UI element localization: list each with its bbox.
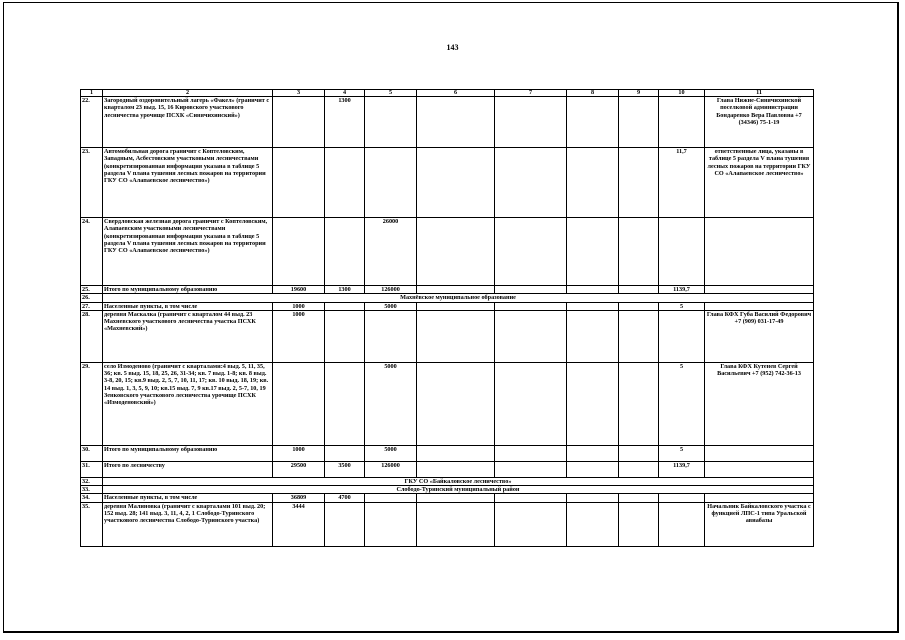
col9-cell xyxy=(619,148,659,218)
col3-cell: 29500 xyxy=(273,461,325,477)
responsible-contact-cell: ответственные лица, указаны в таблице 5 раздела V плана тушения лесных пожаров на территории ГКУ СО «Алапаевское лесничество» xyxy=(705,148,814,218)
row-number-cell: 34. xyxy=(81,494,103,502)
fire-plan-table xyxy=(80,89,814,547)
col5-cell: 126000 xyxy=(365,286,417,294)
row-number-cell: 33. xyxy=(81,486,103,494)
col3-cell xyxy=(273,362,325,445)
row-number-cell: 24. xyxy=(81,218,103,286)
table-row xyxy=(81,218,814,286)
column-header: 9 xyxy=(619,90,659,97)
responsible-contact-cell xyxy=(705,218,814,286)
col4-cell xyxy=(325,502,365,546)
col3-cell: 19600 xyxy=(273,286,325,294)
col3-cell xyxy=(273,97,325,148)
col8-cell xyxy=(567,286,619,294)
table-row xyxy=(81,445,814,461)
col5-cell xyxy=(365,148,417,218)
object-name-cell: Населенные пункты, в том числе xyxy=(103,302,273,310)
section-heading-cell: ГКУ СО «Байкаловское лесничество» xyxy=(103,477,814,485)
col5-cell: 5000 xyxy=(365,362,417,445)
col5-cell xyxy=(365,310,417,362)
col9-cell xyxy=(619,362,659,445)
row-number-cell: 28. xyxy=(81,310,103,362)
col9-cell xyxy=(619,302,659,310)
row-number-cell: 26. xyxy=(81,294,103,302)
col4-cell xyxy=(325,148,365,218)
col4-cell: 3500 xyxy=(325,461,365,477)
col8-cell xyxy=(567,310,619,362)
col5-cell: 126000 xyxy=(365,461,417,477)
row-number-cell: 22. xyxy=(81,97,103,148)
col8-cell xyxy=(567,218,619,286)
col10-cell xyxy=(659,97,705,148)
col4-cell: 4700 xyxy=(325,494,365,502)
responsible-contact-cell xyxy=(705,286,814,294)
col7-cell xyxy=(495,218,567,286)
col10-cell: 5 xyxy=(659,302,705,310)
col5-cell xyxy=(365,97,417,148)
table-row xyxy=(81,494,814,502)
col10-cell: 5 xyxy=(659,445,705,461)
col6-cell xyxy=(417,97,495,148)
object-name-cell: Автомобильная дорога граничит с Коптеловским, Западным, Асбестовским участковыми лесничествами (конкретизированная информация указана в таблице 5 раздела V плана тушения лесных пожаров на территории ГКУ СО «Алапаевское лесничество») xyxy=(103,148,273,218)
row-number-cell: 30. xyxy=(81,445,103,461)
col6-cell xyxy=(417,445,495,461)
responsible-contact-cell xyxy=(705,445,814,461)
row-number-cell: 27. xyxy=(81,302,103,310)
col4-cell xyxy=(325,445,365,461)
row-number-cell: 29. xyxy=(81,362,103,445)
table-row xyxy=(81,286,814,294)
responsible-contact-cell xyxy=(705,302,814,310)
col10-cell: 11,7 xyxy=(659,148,705,218)
responsible-contact-cell xyxy=(705,461,814,477)
col5-cell: 5000 xyxy=(365,302,417,310)
table-row xyxy=(81,97,814,148)
column-header: 6 xyxy=(417,90,495,97)
table-row xyxy=(81,477,814,485)
column-header: 11 xyxy=(705,90,814,97)
col8-cell xyxy=(567,362,619,445)
col6-cell xyxy=(417,502,495,546)
col3-cell xyxy=(273,218,325,286)
col10-cell xyxy=(659,218,705,286)
col9-cell xyxy=(619,218,659,286)
col9-cell xyxy=(619,494,659,502)
col3-cell: 36809 xyxy=(273,494,325,502)
table-row xyxy=(81,362,814,445)
col7-cell xyxy=(495,494,567,502)
col8-cell xyxy=(567,97,619,148)
row-number-cell: 23. xyxy=(81,148,103,218)
col6-cell xyxy=(417,286,495,294)
object-name-cell: Свердловская железная дорога граничит с Коптеловским, Алапаевским участковыми лесничествами (конкретизированная информация указана в таблице 5 раздела V плана тушения лесных пожаров на территории ГКУ СО «Алапаевское лесничество») xyxy=(103,218,273,286)
col7-cell xyxy=(495,310,567,362)
column-header: 4 xyxy=(325,90,365,97)
col9-cell xyxy=(619,502,659,546)
col8-cell xyxy=(567,445,619,461)
col7-cell xyxy=(495,362,567,445)
col6-cell xyxy=(417,302,495,310)
col8-cell xyxy=(567,302,619,310)
col7-cell xyxy=(495,302,567,310)
col5-cell xyxy=(365,494,417,502)
col6-cell xyxy=(417,148,495,218)
column-header: 1 xyxy=(81,90,103,97)
row-number-cell: 32. xyxy=(81,477,103,485)
object-name-cell: Итого по муниципальному образованию xyxy=(103,286,273,294)
col3-cell: 1000 xyxy=(273,445,325,461)
col4-cell: 1300 xyxy=(325,97,365,148)
column-header: 7 xyxy=(495,90,567,97)
table-row xyxy=(81,294,814,302)
col9-cell xyxy=(619,286,659,294)
col6-cell xyxy=(417,218,495,286)
row-number-cell: 35. xyxy=(81,502,103,546)
col10-cell xyxy=(659,502,705,546)
col7-cell xyxy=(495,286,567,294)
col3-cell: 3444 xyxy=(273,502,325,546)
col8-cell xyxy=(567,148,619,218)
header-row xyxy=(81,90,814,97)
object-name-cell: Населенные пункты, в том числе xyxy=(103,494,273,502)
col8-cell xyxy=(567,461,619,477)
responsible-contact-cell: Глава КФХ Кутенев Сергей Васильевич +7 (952) 742-36-13 xyxy=(705,362,814,445)
section-heading-cell: Махнёвское муниципальное образование xyxy=(103,294,814,302)
object-name-cell: Загородный оздоровительный лагерь «Факел» (граничит с кварталом 23 выд. 15, 16 Кировского участкового лесничества урочище ПСХК «Синячихинский») xyxy=(103,97,273,148)
row-number-cell: 31. xyxy=(81,461,103,477)
col8-cell xyxy=(567,494,619,502)
col7-cell xyxy=(495,461,567,477)
col3-cell: 1000 xyxy=(273,310,325,362)
col10-cell: 1139,7 xyxy=(659,461,705,477)
col5-cell xyxy=(365,502,417,546)
col9-cell xyxy=(619,461,659,477)
col6-cell xyxy=(417,310,495,362)
col7-cell xyxy=(495,502,567,546)
table-row xyxy=(81,302,814,310)
col8-cell xyxy=(567,502,619,546)
col3-cell xyxy=(273,148,325,218)
col9-cell xyxy=(619,445,659,461)
col10-cell xyxy=(659,310,705,362)
col5-cell: 5000 xyxy=(365,445,417,461)
column-header: 10 xyxy=(659,90,705,97)
col10-cell xyxy=(659,494,705,502)
col6-cell xyxy=(417,461,495,477)
column-header: 2 xyxy=(103,90,273,97)
page-number: 143 xyxy=(446,43,459,52)
col7-cell xyxy=(495,148,567,218)
object-name-cell: Итого по муниципальному образованию xyxy=(103,445,273,461)
col5-cell: 26000 xyxy=(365,218,417,286)
object-name-cell: Итого по лесничеству xyxy=(103,461,273,477)
col4-cell xyxy=(325,302,365,310)
responsible-contact-cell: Глава КФХ Губа Василий Федорович +7 (909) 031-17-49 xyxy=(705,310,814,362)
responsible-contact-cell xyxy=(705,494,814,502)
table-row xyxy=(81,502,814,546)
col6-cell xyxy=(417,362,495,445)
col10-cell: 1139,7 xyxy=(659,286,705,294)
table-row xyxy=(81,461,814,477)
col6-cell xyxy=(417,494,495,502)
responsible-contact-cell: Начальник Байкаловского участка с функцией ЛПС-1 типа Уральской авиабазы xyxy=(705,502,814,546)
object-name-cell: деревня Маскалка (граничит с кварталом 44 выд. 23 Махневского участкового лесничества участка ПСХК «Махневский») xyxy=(103,310,273,362)
column-header: 3 xyxy=(273,90,325,97)
column-header: 5 xyxy=(365,90,417,97)
section-heading-cell: Слободо-Туринский муниципальный район xyxy=(103,486,814,494)
col10-cell: 5 xyxy=(659,362,705,445)
col4-cell xyxy=(325,218,365,286)
column-header: 8 xyxy=(567,90,619,97)
table-row xyxy=(81,486,814,494)
col7-cell xyxy=(495,445,567,461)
col4-cell xyxy=(325,362,365,445)
col4-cell xyxy=(325,310,365,362)
col9-cell xyxy=(619,310,659,362)
table-row xyxy=(81,310,814,362)
col9-cell xyxy=(619,97,659,148)
table-row xyxy=(81,148,814,218)
col7-cell xyxy=(495,97,567,148)
col3-cell: 1000 xyxy=(273,302,325,310)
object-name-cell: село Измоденово (граничит с кварталами:4 выд. 5, 11, 35, 36; кв. 5 выд. 15, 18, 25, 26, 31-34; кв. 7 выд. 1-8; кв. 8 выд. 3-8, 20, 15; кв.9 выд. 2, 5, 7, 10, 11, 17; кв. 10 выд. 18, 19; кв. 14 выд. 1, 3, 5, 9, 10; кв.15 выд. 7, 9 кв.17 выд. 2, 5-7, 10, 19 Зенковского участкового лесничества урочище ПСХК «Измоденовский») xyxy=(103,362,273,445)
col4-cell: 1300 xyxy=(325,286,365,294)
row-number-cell: 25. xyxy=(81,286,103,294)
responsible-contact-cell: Глава Нижне-Синячихинской поселковой администрации Бондаренко Вера Павловна +7 (34346) 75-1-19 xyxy=(705,97,814,148)
object-name-cell: деревня Малиновка (граничит с кварталами 101 выд. 20; 152 выд. 28; 141 выд. 3, 11, 4, 2, 1 Слободо-Туринского участкового лесничества Слободо-Туринского участка) xyxy=(103,502,273,546)
